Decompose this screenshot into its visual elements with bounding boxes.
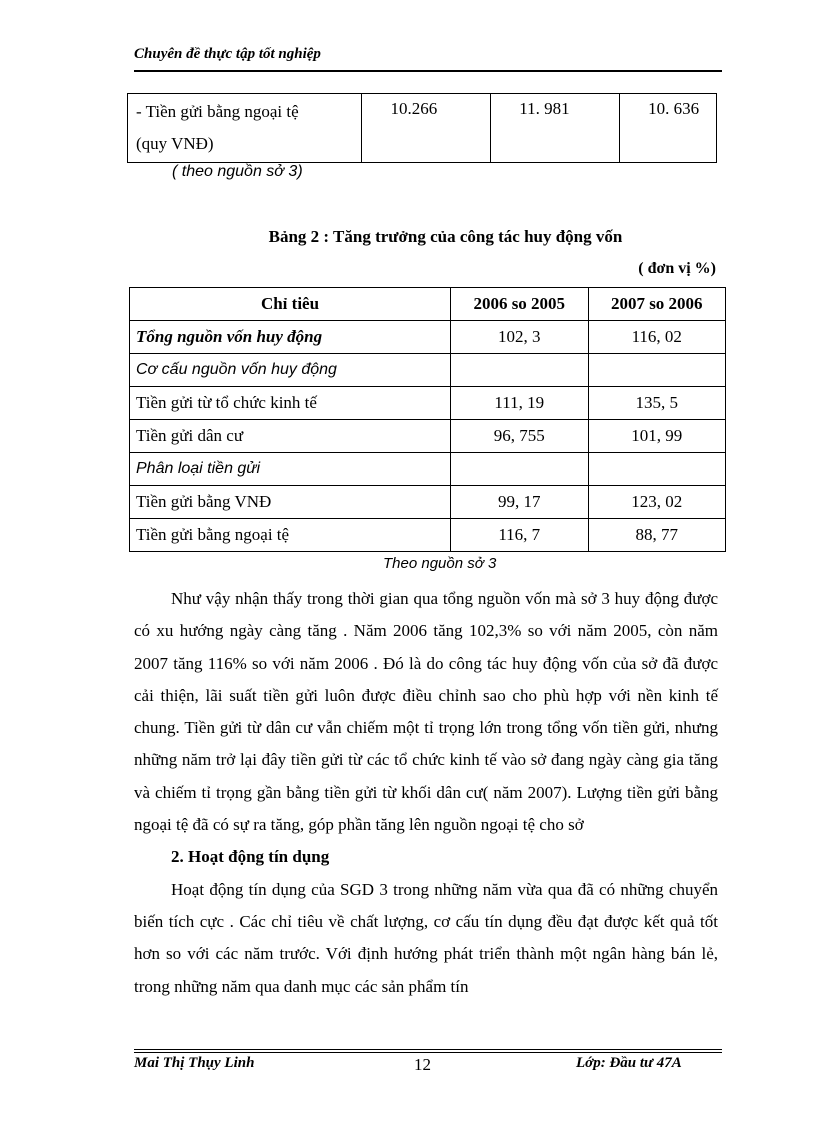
cell-value — [451, 453, 589, 486]
cell-value: 116, 7 — [451, 519, 589, 552]
paragraph: Như vậy nhận thấy trong thời gian qua tổng nguồn vốn mà sở 3 huy động được có xu hướng ngày càng tăng . Năm 2006 tăng 102,3% so với năm 2005, còn năm 2007 tăng 116% so với năm 2006 . Đó là do công tác huy động vốn của sở đã được cải thiện, lãi suất tiền gửi luôn được điều chỉnh sao cho phù hợp với nền kinh tế chung. Tiền gửi từ dân cư vẫn chiếm một tỉ trọng lớn trong tổng vốn tiền gửi, nhưng những năm trở lại đây tiền gửi từ các tổ chức kinh tế vào sở đang ngày càng gia tăng và chiếm tỉ trọng gần bằng tiền gửi từ khối dân cư( năm 2007). Lượng tiền gửi bằng ngoại tệ đã có sự ra tăng, góp phần tăng lên nguồn ngoại tệ cho sở — [134, 589, 718, 835]
row-label-line1: - Tiền gửi bằng ngoại tệ — [136, 102, 299, 121]
row-label: Cơ cấu nguồn vốn huy động — [130, 354, 451, 387]
cell-value: 101, 99 — [588, 420, 726, 453]
table-row — [130, 486, 726, 519]
cell-value: 111, 19 — [451, 387, 589, 420]
table-cell-label — [128, 94, 362, 163]
cell-value: 99, 17 — [451, 486, 589, 519]
table-row — [128, 94, 717, 163]
source-note: ( theo nguồn sở 3) — [172, 163, 303, 180]
footer-class: Lớp: Đầu tư 47A — [576, 1055, 682, 1071]
page-header-title: Chuyên đề thực tập tốt nghiệp — [134, 46, 321, 62]
growth-table — [129, 287, 726, 552]
table-row — [130, 453, 726, 486]
table-cell-value: 11. 981 — [491, 94, 620, 163]
table-cell-value: 10.266 — [362, 94, 491, 163]
column-header: 2007 so 2006 — [588, 288, 726, 321]
cell-value: 135, 5 — [588, 387, 726, 420]
row-label: Tiền gửi bằng VNĐ — [130, 486, 451, 519]
cell-value — [588, 453, 726, 486]
unit-label: ( đơn vị %) — [638, 260, 716, 277]
header-divider — [134, 70, 722, 72]
footer-divider — [134, 1052, 722, 1053]
table-header-row — [130, 288, 726, 321]
cell-value: 116, 02 — [588, 321, 726, 354]
table-caption: Bảng 2 : Tăng trưởng của công tác huy động vốn — [268, 227, 623, 246]
table-row — [130, 519, 726, 552]
cell-value: 88, 77 — [588, 519, 726, 552]
table-source-note: Theo nguồn sở 3 — [383, 555, 497, 572]
table-row — [130, 354, 726, 387]
row-label: Phân loại tiền gửi — [130, 453, 451, 486]
table-row — [130, 387, 726, 420]
table-row — [130, 321, 726, 354]
cell-value — [588, 354, 726, 387]
cell-value: 96, 755 — [451, 420, 589, 453]
column-header: Chỉ tiêu — [130, 288, 451, 321]
cell-value: 123, 02 — [588, 486, 726, 519]
paragraph: Hoạt động tín dụng của SGD 3 trong những năm vừa qua đã có những chuyển biến tích cực . Các chỉ tiêu về chất lượng, cơ cấu tín dụng đều đạt được kết quả tốt hơn so với các năm trước. Với định hướng phát triển thành một ngân hàng bán lẻ, trong những năm qua danh mục các sản phẩm tín — [134, 879, 718, 996]
table-row — [130, 420, 726, 453]
row-label: Tiền gửi bằng ngoại tệ — [130, 519, 451, 552]
page-number: 12 — [414, 1055, 431, 1074]
cell-value — [451, 354, 589, 387]
column-header: 2006 so 2005 — [451, 288, 589, 321]
row-label: Tiền gửi dân cư — [130, 420, 451, 453]
row-label: Tổng nguồn vốn huy động — [130, 321, 451, 354]
row-label-line2: (quy VNĐ) — [136, 134, 214, 153]
cell-value: 102, 3 — [451, 321, 589, 354]
row-label: Tiền gửi từ tổ chức kinh tế — [130, 387, 451, 420]
footer-divider — [134, 1049, 722, 1050]
foreign-currency-table — [127, 93, 717, 163]
table-cell-value: 10. 636 — [620, 94, 717, 163]
footer-author: Mai Thị Thụy Linh — [134, 1055, 255, 1071]
section-heading: 2. Hoạt động tín dụng — [171, 847, 330, 867]
body-text — [134, 583, 718, 1003]
